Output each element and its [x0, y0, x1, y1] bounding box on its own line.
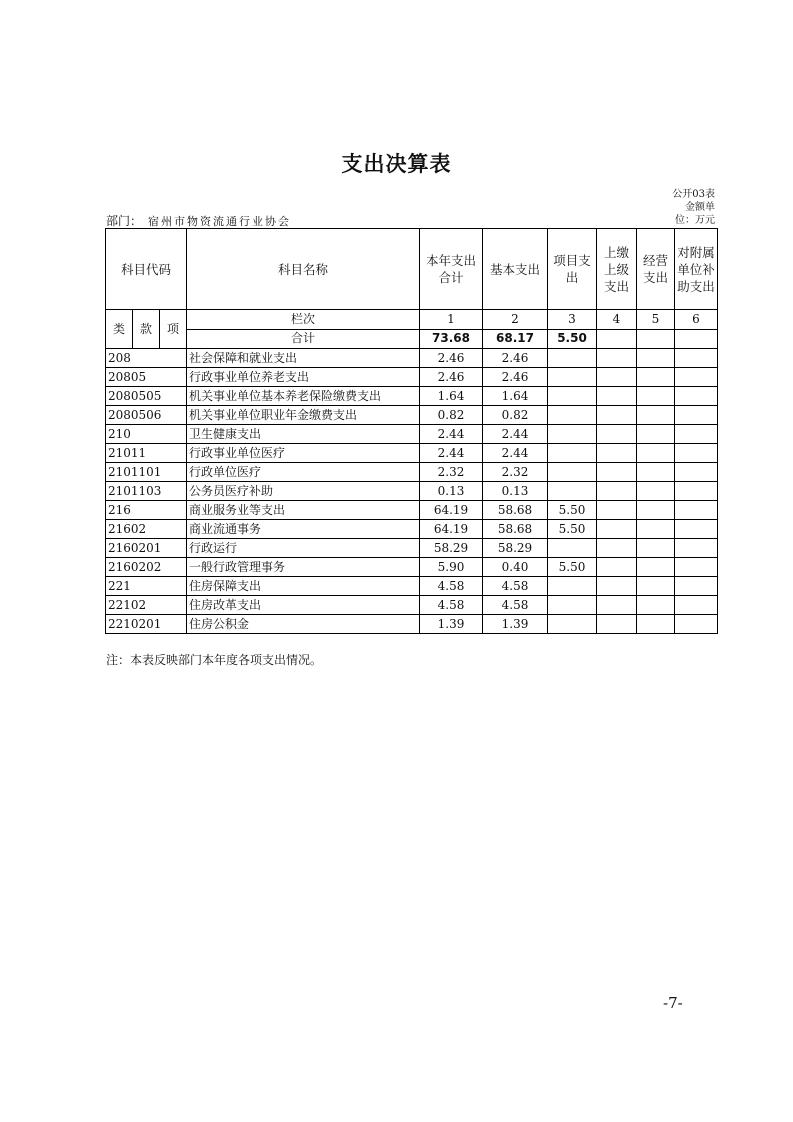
table-row — [106, 406, 718, 425]
row-subsidiary — [597, 368, 637, 387]
table-row — [106, 444, 718, 463]
row-affiliated — [675, 520, 718, 539]
row-name: 机关事业单位基本养老保险缴费支出 — [187, 387, 420, 406]
row-basic: 2.44 — [483, 444, 548, 463]
department-label: 部门： — [106, 214, 143, 228]
row-total: 64.19 — [420, 501, 483, 520]
row-name: 行政事业单位养老支出 — [187, 368, 420, 387]
total-project: 5.50 — [548, 329, 597, 349]
total-affiliated — [675, 329, 718, 349]
row-total: 0.13 — [420, 482, 483, 501]
row-project — [548, 368, 597, 387]
row-total: 0.82 — [420, 406, 483, 425]
table-row — [106, 425, 718, 444]
row-business — [637, 596, 675, 615]
row-total: 2.44 — [420, 425, 483, 444]
row-name: 机关事业单位职业年金缴费支出 — [187, 406, 420, 425]
row-project: 5.50 — [548, 501, 597, 520]
row-subsidiary — [597, 425, 637, 444]
table-row — [106, 596, 718, 615]
row-basic: 58.29 — [483, 539, 548, 558]
row-name: 行政单位医疗 — [187, 463, 420, 482]
header-xiang: 项 — [160, 310, 187, 349]
row-affiliated — [675, 463, 718, 482]
row-business — [637, 444, 675, 463]
row-code: 2080505 — [106, 387, 187, 406]
row-project — [548, 482, 597, 501]
row-basic: 2.46 — [483, 368, 548, 387]
row-code: 22102 — [106, 596, 187, 615]
row-project — [548, 596, 597, 615]
header-row — [106, 229, 718, 310]
row-code: 21011 — [106, 444, 187, 463]
table-row — [106, 349, 718, 368]
row-code: 2160201 — [106, 539, 187, 558]
row-name: 一般行政管理事务 — [187, 558, 420, 577]
row-total: 64.19 — [420, 520, 483, 539]
header-lei: 类 — [106, 310, 133, 349]
row-total: 1.39 — [420, 615, 483, 634]
table-row — [106, 387, 718, 406]
table-row — [106, 520, 718, 539]
row-business — [637, 615, 675, 634]
row-total: 2.44 — [420, 444, 483, 463]
row-business — [637, 577, 675, 596]
total-row — [106, 329, 718, 349]
row-business — [637, 501, 675, 520]
row-basic: 0.82 — [483, 406, 548, 425]
header-subsidiary: 上缴上级支出 — [597, 229, 637, 310]
row-basic: 58.68 — [483, 520, 548, 539]
row-subsidiary — [597, 349, 637, 368]
row-business — [637, 406, 675, 425]
row-name: 行政运行 — [187, 539, 420, 558]
header-code: 科目代码 — [106, 229, 187, 310]
row-project: 5.50 — [548, 520, 597, 539]
row-total: 2.46 — [420, 349, 483, 368]
column-number: 1 — [420, 310, 483, 330]
column-number: 2 — [483, 310, 548, 330]
table-row — [106, 577, 718, 596]
table-row — [106, 482, 718, 501]
row-name: 住房保障支出 — [187, 577, 420, 596]
row-affiliated — [675, 482, 718, 501]
header-basic: 基本支出 — [483, 229, 548, 310]
row-project — [548, 463, 597, 482]
row-business — [637, 558, 675, 577]
row-affiliated — [675, 368, 718, 387]
row-code: 216 — [106, 501, 187, 520]
row-name: 商业流通事务 — [187, 520, 420, 539]
row-basic: 2.44 — [483, 425, 548, 444]
column-order-row — [106, 310, 718, 330]
row-name: 住房改革支出 — [187, 596, 420, 615]
row-subsidiary — [597, 520, 637, 539]
row-subsidiary — [597, 558, 637, 577]
row-project — [548, 349, 597, 368]
row-subsidiary — [597, 444, 637, 463]
row-name: 住房公积金 — [187, 615, 420, 634]
row-business — [637, 482, 675, 501]
row-project: 5.50 — [548, 558, 597, 577]
row-code: 221 — [106, 577, 187, 596]
row-affiliated — [675, 539, 718, 558]
row-subsidiary — [597, 615, 637, 634]
form-number: 公开03表 — [672, 189, 715, 200]
row-affiliated — [675, 596, 718, 615]
table-row — [106, 615, 718, 634]
row-code: 2101103 — [106, 482, 187, 501]
row-code: 208 — [106, 349, 187, 368]
department-line — [106, 212, 291, 229]
total-business — [637, 329, 675, 349]
row-name: 社会保障和就业支出 — [187, 349, 420, 368]
row-code: 2080506 — [106, 406, 187, 425]
row-affiliated — [675, 406, 718, 425]
row-subsidiary — [597, 577, 637, 596]
expenditure-table — [105, 228, 718, 634]
row-affiliated — [675, 349, 718, 368]
header-name: 科目名称 — [187, 229, 420, 310]
row-name: 公务员医疗补助 — [187, 482, 420, 501]
row-code: 210 — [106, 425, 187, 444]
page-title: 支出决算表 — [341, 152, 452, 176]
column-number: 3 — [548, 310, 597, 330]
row-project — [548, 539, 597, 558]
header-business: 经营支出 — [637, 229, 675, 310]
row-basic: 0.13 — [483, 482, 548, 501]
amount-unit-line2: 位：万元 — [675, 215, 715, 226]
row-name: 行政事业单位医疗 — [187, 444, 420, 463]
row-basic: 1.64 — [483, 387, 548, 406]
row-basic: 2.32 — [483, 463, 548, 482]
row-affiliated — [675, 577, 718, 596]
row-basic: 0.40 — [483, 558, 548, 577]
row-affiliated — [675, 425, 718, 444]
row-subsidiary — [597, 501, 637, 520]
row-business — [637, 387, 675, 406]
row-total: 1.64 — [420, 387, 483, 406]
row-affiliated — [675, 558, 718, 577]
row-name: 商业服务业等支出 — [187, 501, 420, 520]
row-business — [637, 368, 675, 387]
row-basic: 1.39 — [483, 615, 548, 634]
row-name: 卫生健康支出 — [187, 425, 420, 444]
total-subsidiary — [597, 329, 637, 349]
row-affiliated — [675, 387, 718, 406]
row-subsidiary — [597, 387, 637, 406]
header-project: 项目支出 — [548, 229, 597, 310]
row-subsidiary — [597, 596, 637, 615]
row-business — [637, 425, 675, 444]
row-business — [637, 349, 675, 368]
row-subsidiary — [597, 406, 637, 425]
row-code: 2160202 — [106, 558, 187, 577]
row-project — [548, 615, 597, 634]
column-number: 4 — [597, 310, 637, 330]
row-code: 21602 — [106, 520, 187, 539]
row-code: 2210201 — [106, 615, 187, 634]
page-number: -7- — [663, 994, 683, 1012]
row-total: 2.46 — [420, 368, 483, 387]
header-total: 本年支出合计 — [420, 229, 483, 310]
row-project — [548, 387, 597, 406]
department-name: 宿州市物资流通行业协会 — [148, 215, 292, 228]
row-total: 4.58 — [420, 577, 483, 596]
row-business — [637, 463, 675, 482]
table-row — [106, 463, 718, 482]
row-total: 2.32 — [420, 463, 483, 482]
header-affiliated: 对附属单位补助支出 — [675, 229, 718, 310]
total-basic: 68.17 — [483, 329, 548, 349]
row-subsidiary — [597, 482, 637, 501]
row-business — [637, 539, 675, 558]
row-code: 2101101 — [106, 463, 187, 482]
row-basic: 4.58 — [483, 577, 548, 596]
column-number: 5 — [637, 310, 675, 330]
row-project — [548, 444, 597, 463]
row-affiliated — [675, 444, 718, 463]
row-project — [548, 425, 597, 444]
row-business — [637, 520, 675, 539]
amount-unit — [655, 201, 715, 227]
row-affiliated — [675, 501, 718, 520]
row-affiliated — [675, 615, 718, 634]
row-basic: 58.68 — [483, 501, 548, 520]
row-project — [548, 406, 597, 425]
row-basic: 2.46 — [483, 349, 548, 368]
row-basic: 4.58 — [483, 596, 548, 615]
amount-unit-line1: 金额单 — [685, 202, 715, 213]
table-row — [106, 539, 718, 558]
table-note: 注：本表反映部门本年度各项支出情况。 — [106, 653, 323, 667]
row-project — [548, 577, 597, 596]
row-total: 4.58 — [420, 596, 483, 615]
total-label: 合计 — [187, 329, 420, 349]
total-amount: 73.68 — [420, 329, 483, 349]
row-code: 20805 — [106, 368, 187, 387]
header-kuan: 款 — [133, 310, 160, 349]
table-row — [106, 558, 718, 577]
row-total: 58.29 — [420, 539, 483, 558]
table-row — [106, 368, 718, 387]
row-subsidiary — [597, 463, 637, 482]
row-subsidiary — [597, 539, 637, 558]
column-order-label: 栏次 — [187, 310, 420, 330]
row-total: 5.90 — [420, 558, 483, 577]
column-number: 6 — [675, 310, 718, 330]
table-row — [106, 501, 718, 520]
